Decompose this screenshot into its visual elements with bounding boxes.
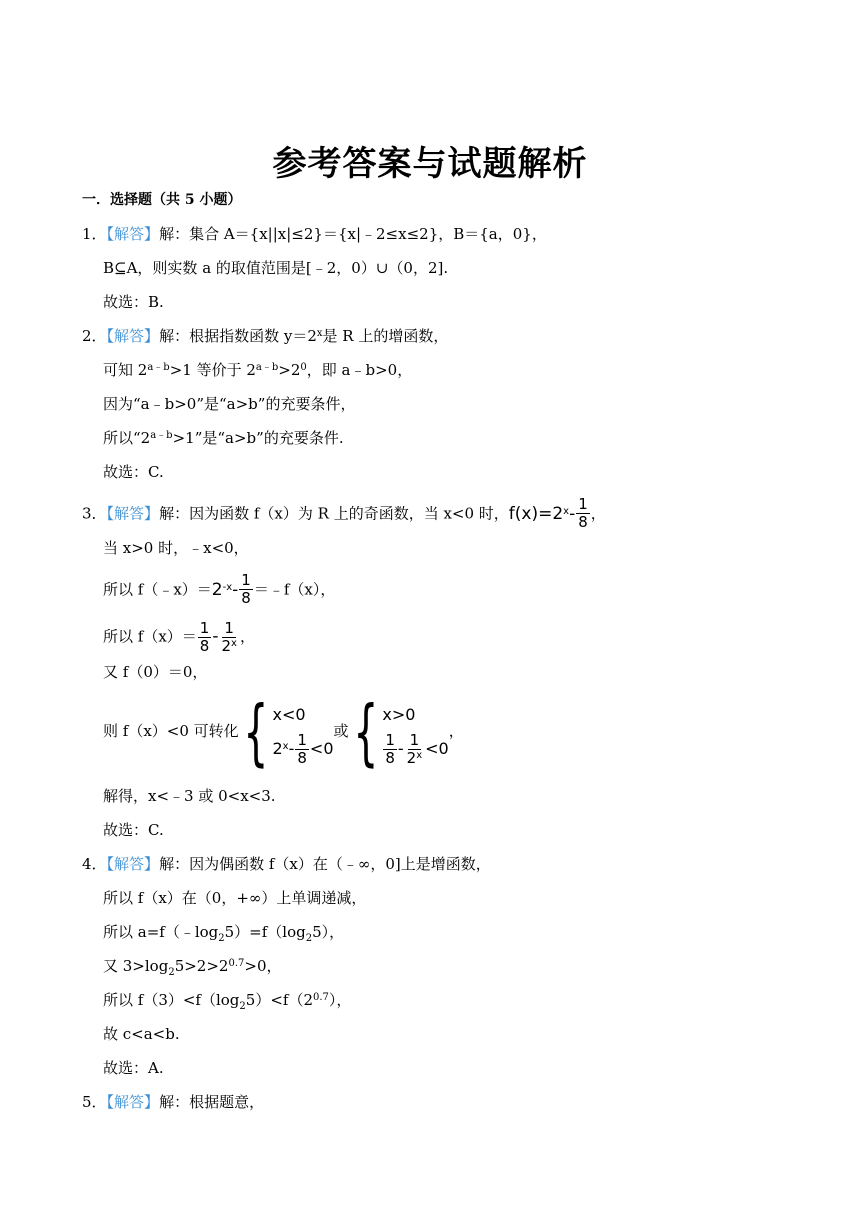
q3-formula-fx: $f(x)=2^x-$ $\frac{1}{8}$ [508,495,588,531]
q2-answer-tag: 【解答】 [106,327,160,345]
q2-line-2: 可知 $2^{a﹣b}>1$ 等价于 $2^{a﹣b}>2^0$，即 a﹣b>0， [103,361,413,379]
q3-line-1: 3．【解答】解：因为函数 f（x）为 R 上的奇函数，当 x<0 时，$f(x)=2^x-$ $\frac{1}{8}$ ， [82,495,606,531]
system-2: x>0 $\frac{1}{8}$ - $\frac{1}{2^x}$ <0 [382,704,449,767]
q2-conclusion: 故选：C. [103,463,164,481]
q2-line-4: 所以“$2^{a﹣b}>1$”是“a>b”的充要条件. [103,429,344,447]
q4-line-1: 4．【解答】解：因为偶函数 f（x）在（﹣∞，0]上是增函数， [82,855,491,873]
q3-line-3: 所以 $f(﹣x)=2^{-x}-$ $\frac{1}{8}$ ＝﹣f（x）， [103,571,336,607]
q4-line-5: 所以 $f(3)<f(\log_25)<f(2^{0.7})$， [103,991,352,1012]
q2-line-3: 因为“a﹣b>0”是“a>b”的充要条件， [103,395,356,413]
system-1: x<0 2$^x$- $\frac{1}{8}$ <0 [272,704,334,767]
q1-conclusion: 故选：B. [103,293,164,311]
q4-line-2: 所以 f（x）在（0，+∞）上单调递减， [103,889,367,907]
q4-line-4: 又 $3>\log_25>2>2^{0.7}>0$， [103,957,282,978]
q3-line-2: 当 x>0 时，﹣x<0， [103,539,249,557]
q5-number: 5． [82,1093,107,1111]
q2-line-1: 2．【解答】解：根据指数函数 $y=2^x$是 R 上的增函数， [82,327,449,345]
q3-conclusion: 故选：C. [103,821,164,839]
q1-line-2: B⊆A，则实数 a 的取值范围是[﹣2，0）∪（0，2]. [103,259,449,277]
q2-number: 2． [82,327,107,345]
q3-number: 3． [82,504,107,523]
left-brace-1: { [242,690,269,774]
q1-answer-tag: 【解答】 [106,225,160,243]
q1-number: 1． [82,225,107,243]
q1-line-1: 1．【解答】解：集合 A＝{x||x|≤2}＝{x|﹣2≤x≤2}，B＝{a，0}， [82,225,547,243]
q5-line-1: 5．【解答】解：根据题意， [82,1093,265,1111]
q3-line-5: 又 f（0）＝0， [103,663,208,681]
q4-line-3: 所以 $a=f(﹣\log_25)=f(\log_25)$， [103,923,345,944]
left-brace-2: { [352,690,379,774]
page-title: 参考答案与试题解析 [272,144,588,184]
q1-text-1: 集合 A＝{x||x|≤2}＝{x|﹣2≤x≤2}，B＝{a，0}， [189,225,547,243]
q4-number: 4． [82,855,107,873]
q3-line-7: 解得，x<﹣3 或 0<x<3. [103,787,276,805]
q4-answer-tag: 【解答】 [106,855,160,873]
q3-answer-tag: 【解答】 [106,504,160,523]
section-heading: 一．选择题（共 5 小题） [82,192,242,208]
q3-line-4: 所以 f（x）＝ $\frac{1}{8}$ - $\frac{1}{2^x}$ ， [103,619,255,655]
q5-answer-tag: 【解答】 [106,1093,160,1111]
q4-conclusion: 故选：A. [103,1059,164,1077]
q4-line-6: 故 c<a<b. [103,1025,180,1043]
q3-line-6: 则 f（x）<0 可转化{ x<0 2$^x$- $\frac{1}{8}$ <0 或{ x>0 $\frac{1}{8}$ - $\frac{1}{2^x}$ <0 ， [103,690,464,774]
